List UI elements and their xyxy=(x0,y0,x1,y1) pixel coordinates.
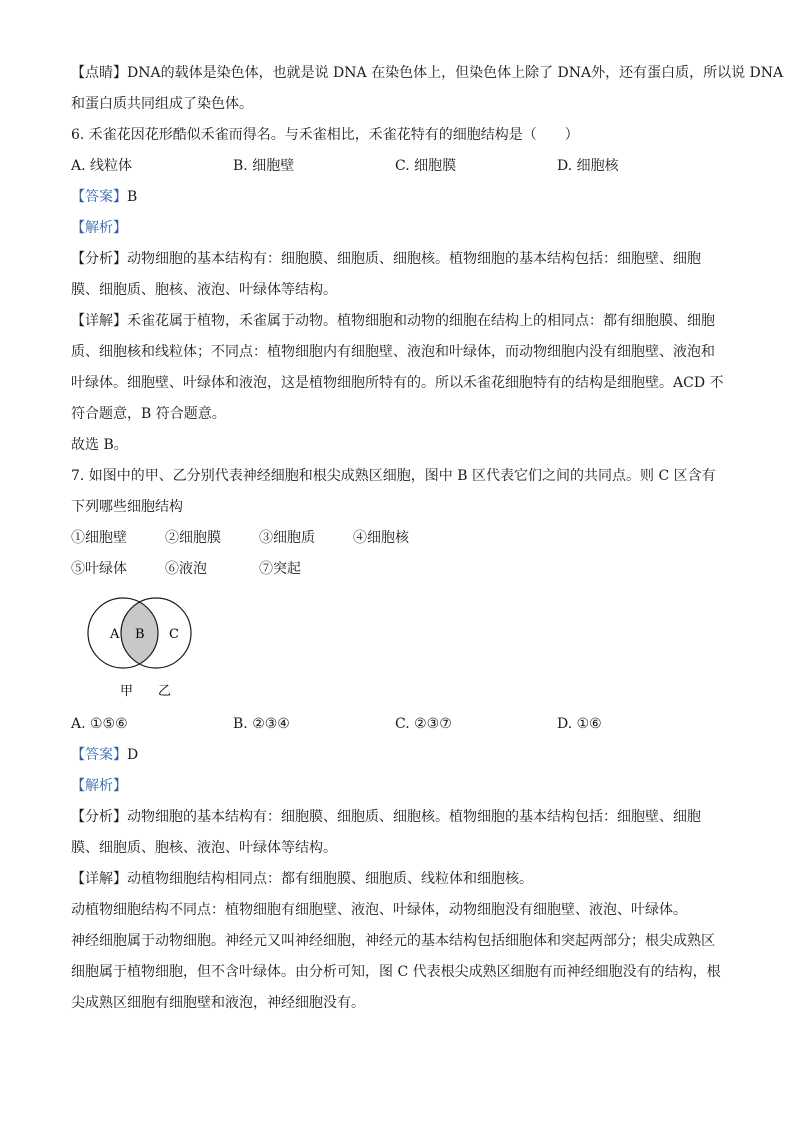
q6-fenxi-line-2: 膜、细胞质、胞核、液泡、叶绿体等结构。 xyxy=(71,282,337,298)
q6-xiangjie-line-4: 符合题意，B 符合题意。 xyxy=(71,406,226,422)
q7-answer: 【答案】D xyxy=(71,747,139,763)
q7-stem-line-2: 下列哪些细胞结构 xyxy=(71,499,183,515)
q6-fenxi-line-1: 【分析】动物细胞的基本结构有：细胞膜、细胞质、细胞核。植物细胞的基本结构包括：细胞壁、细胞 xyxy=(71,251,701,267)
venn-label-c: C xyxy=(169,627,179,642)
q7-xiangjie-line-1: 【详解】动植物细胞结构相同点：都有细胞膜、细胞质、线粒体和细胞核。 xyxy=(71,871,533,887)
venn-label-b: B xyxy=(135,627,145,642)
q6-answer: 【答案】B xyxy=(71,189,138,205)
q7-xiangjie-line-4: 细胞属于植物细胞，但不含叶绿体。由分析可知，图 C 代表根尖成熟区细胞有而神经细胞没有的结构，根 xyxy=(71,964,721,980)
q6-option-c: C. 细胞膜 xyxy=(395,158,457,174)
venn-label-jia: 甲 xyxy=(120,684,134,699)
q7-fenxi-line-1: 【分析】动物细胞的基本结构有：细胞膜、细胞质、细胞核。植物细胞的基本结构包括：细胞壁、细胞 xyxy=(71,809,701,825)
q7-option-b: B. ②③④ xyxy=(233,716,290,732)
q7-option-d: D. ①⑥ xyxy=(557,716,602,732)
q7-jiexi-tag: 【解析】 xyxy=(71,778,127,794)
q7-xiangjie-line-5: 尖成熟区细胞有细胞壁和液泡，神经细胞没有。 xyxy=(71,995,365,1011)
q7-option-c: C. ②③⑦ xyxy=(395,716,452,732)
q7-xiangjie-line-2: 动植物细胞结构不同点：植物细胞有细胞壁、液泡、叶绿体，动物细胞没有细胞壁、液泡、叶绿体。 xyxy=(71,902,687,918)
q6-xiangjie-line-2: 质、细胞核和线粒体；不同点：植物细胞内有细胞壁、液泡和叶绿体，而动物细胞内没有细胞壁、液泡和 xyxy=(71,344,715,360)
q7-items-row-2 xyxy=(71,554,723,585)
q7-item-4: ④细胞核 xyxy=(353,530,409,546)
venn-label-a: A xyxy=(110,627,120,642)
q7-item-7: ⑦突起 xyxy=(259,561,301,577)
q7-item-2: ②细胞膜 xyxy=(165,530,221,546)
q6-option-d: D. 细胞核 xyxy=(557,158,619,174)
venn-svg xyxy=(86,591,216,701)
q6-xiangjie-line-1: 【详解】禾雀花属于植物，禾雀属于动物。植物细胞和动物的细胞在结构上的相同点：都有细胞膜、细胞 xyxy=(71,313,715,329)
q6-option-b: B. 细胞壁 xyxy=(233,158,295,174)
q6-jiexi-tag: 【解析】 xyxy=(71,220,127,236)
venn-label-yi: 乙 xyxy=(158,684,172,699)
q6-options xyxy=(71,151,723,182)
dianjing-tag: 【点睛】 xyxy=(71,65,127,81)
q7-item-6: ⑥液泡 xyxy=(165,561,207,577)
dianjing-line-1: 【点睛】DNA的载体是染色体，也就是说 DNA 在染色体上，但染色体上除了 DNA外，还有蛋白质，所以说 DNA xyxy=(71,65,784,81)
q7-option-a: A. ①⑤⑥ xyxy=(71,716,128,732)
q6-stem: 6. 禾雀花因花形酷似禾雀而得名。与禾雀相比，禾雀花特有的细胞结构是（ ） xyxy=(71,127,579,143)
q7-item-5: ⑤叶绿体 xyxy=(71,561,127,577)
q7-fenxi-line-2: 膜、细胞质、胞核、液泡、叶绿体等结构。 xyxy=(71,840,337,856)
q6-conclusion: 故选 B。 xyxy=(71,437,128,453)
q6-xiangjie-line-3: 叶绿体。细胞壁、叶绿体和液泡，这是植物细胞所特有的。所以禾雀花细胞特有的结构是细胞壁。ACD 不 xyxy=(71,375,724,391)
q6-option-a: A. 线粒体 xyxy=(71,158,133,174)
q7-stem-line-1: 7. 如图中的甲、乙分别代表神经细胞和根尖成熟区细胞，图中 B 区代表它们之间的共同点。则 C 区含有 xyxy=(71,468,716,484)
q7-item-1: ①细胞壁 xyxy=(71,530,127,546)
document-page xyxy=(71,58,784,1019)
q7-items-row-1 xyxy=(71,523,723,554)
q7-xiangjie-line-3: 神经细胞属于动物细胞。神经元又叫神经细胞，神经元的基本结构包括细胞体和突起两部分；根尖成熟区 xyxy=(71,933,715,949)
q7-options xyxy=(71,709,723,740)
venn-diagram xyxy=(71,591,723,701)
q7-item-3: ③细胞质 xyxy=(259,530,315,546)
dianjing-line-2: 和蛋白质共同组成了染色体。 xyxy=(71,96,253,112)
